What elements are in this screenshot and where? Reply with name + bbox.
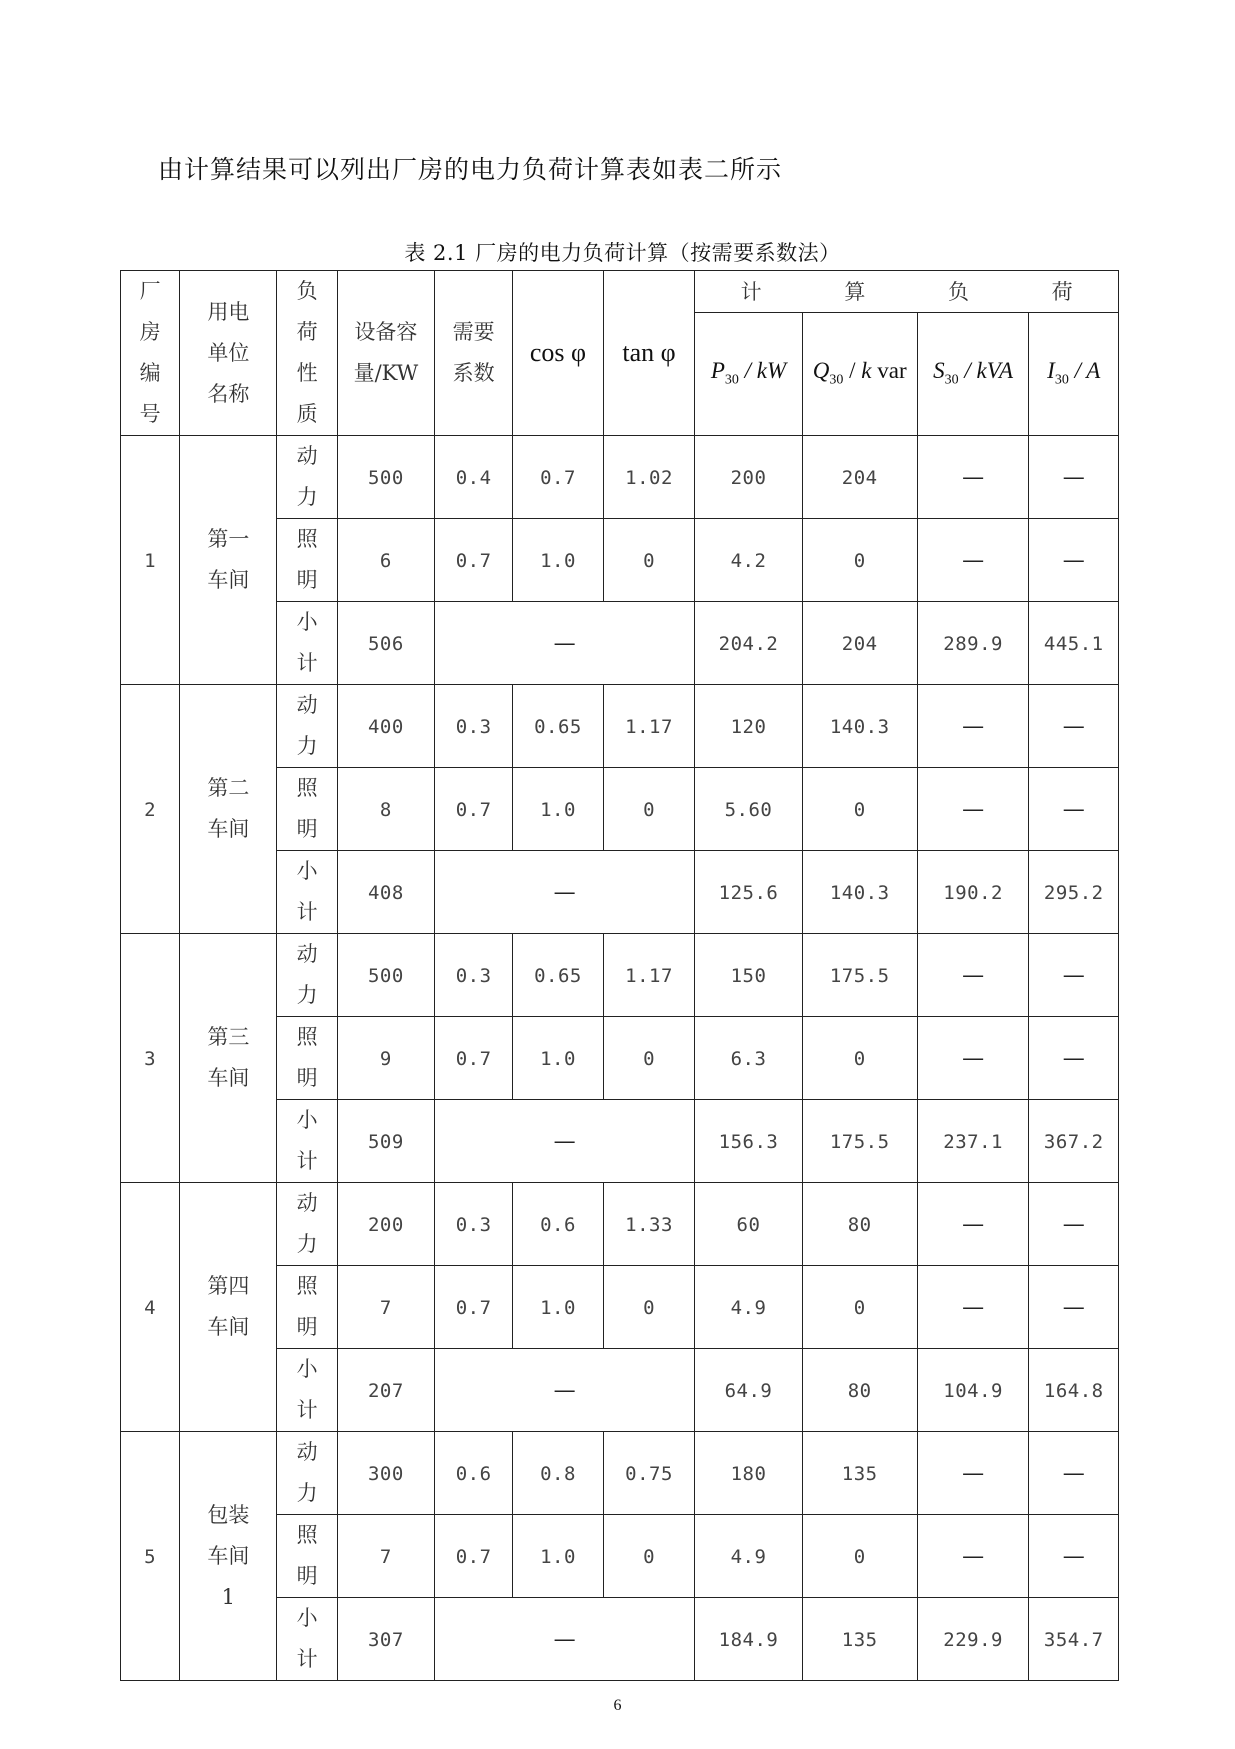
- tan-cell: 1.33: [603, 1183, 695, 1266]
- p30-cell: 120: [695, 685, 802, 768]
- factory-number: 4: [121, 1183, 180, 1432]
- i30-cell: 295.2: [1029, 851, 1119, 934]
- tan-cell: 0: [603, 1515, 695, 1598]
- capacity-cell: 408: [337, 851, 434, 934]
- header-tan-phi: tan φ: [603, 271, 695, 436]
- i30-cell: —: [1029, 436, 1119, 519]
- q30-cell: 80: [802, 1349, 917, 1432]
- s30-cell: —: [917, 1183, 1029, 1266]
- q30-cell: 175.5: [802, 934, 917, 1017]
- table-row: [121, 1432, 1119, 1515]
- tan-cell: 1.17: [603, 685, 695, 768]
- cos-cell: 1.0: [513, 1266, 604, 1349]
- s30-cell: —: [917, 934, 1029, 1017]
- factory-number: 3: [121, 934, 180, 1183]
- i30-cell: —: [1029, 685, 1119, 768]
- p30-cell: 60: [695, 1183, 802, 1266]
- dash-cell: —: [435, 602, 695, 685]
- load-type-subtotal: 小计: [277, 602, 337, 685]
- capacity-cell: 500: [337, 436, 434, 519]
- capacity-cell: 7: [337, 1515, 434, 1598]
- p30-cell: 6.3: [695, 1017, 802, 1100]
- s30-cell: —: [917, 768, 1029, 851]
- q30-cell: 204: [802, 436, 917, 519]
- i30-cell: —: [1029, 1266, 1119, 1349]
- load-type-lighting: 照明: [277, 768, 337, 851]
- capacity-cell: 7: [337, 1266, 434, 1349]
- p30-cell: 184.9: [695, 1598, 802, 1681]
- p30-cell: 5.60: [695, 768, 802, 851]
- capacity-cell: 8: [337, 768, 434, 851]
- capacity-cell: 300: [337, 1432, 434, 1515]
- factory-number: 1: [121, 436, 180, 685]
- capacity-cell: 500: [337, 934, 434, 1017]
- p30-cell: 4.9: [695, 1266, 802, 1349]
- demand-factor-cell: 0.7: [435, 1266, 513, 1349]
- p30-cell: 64.9: [695, 1349, 802, 1432]
- demand-factor-cell: 0.7: [435, 1017, 513, 1100]
- capacity-cell: 200: [337, 1183, 434, 1266]
- load-type-subtotal: 小计: [277, 851, 337, 934]
- p30-cell: 204.2: [695, 602, 802, 685]
- capacity-cell: 207: [337, 1349, 434, 1432]
- tan-cell: 0: [603, 1266, 695, 1349]
- capacity-cell: 506: [337, 602, 434, 685]
- factory-number: 5: [121, 1432, 180, 1681]
- header-load-type: 负荷性质: [277, 271, 337, 436]
- table-row: [121, 685, 1119, 768]
- header-cos-phi: cos φ: [513, 271, 604, 436]
- demand-factor-cell: 0.7: [435, 519, 513, 602]
- workshop-name: 包装车间 1: [180, 1432, 277, 1681]
- load-type-subtotal: 小计: [277, 1598, 337, 1681]
- i30-cell: —: [1029, 1515, 1119, 1598]
- s30-cell: —: [917, 1266, 1029, 1349]
- s30-cell: 104.9: [917, 1349, 1029, 1432]
- i30-cell: 164.8: [1029, 1349, 1119, 1432]
- demand-factor-cell: 0.3: [435, 934, 513, 1017]
- header-factory-no: 厂房编号: [121, 271, 180, 436]
- load-type-lighting: 照明: [277, 519, 337, 602]
- load-type-power: 动力: [277, 1432, 337, 1515]
- capacity-cell: 509: [337, 1100, 434, 1183]
- q30-cell: 140.3: [802, 685, 917, 768]
- workshop-name: 第二车间: [180, 685, 277, 934]
- table-row: [121, 436, 1119, 519]
- load-calculation-table: [120, 270, 1119, 1681]
- p30-cell: 180: [695, 1432, 802, 1515]
- p30-cell: 200: [695, 436, 802, 519]
- dash-cell: —: [435, 1349, 695, 1432]
- table-row: [121, 934, 1119, 1017]
- s30-cell: —: [917, 1017, 1029, 1100]
- demand-factor-cell: 0.3: [435, 685, 513, 768]
- i30-cell: 445.1: [1029, 602, 1119, 685]
- demand-factor-cell: 0.7: [435, 768, 513, 851]
- s30-cell: 289.9: [917, 602, 1029, 685]
- load-type-lighting: 照明: [277, 1266, 337, 1349]
- tan-cell: 0.75: [603, 1432, 695, 1515]
- cos-cell: 0.6: [513, 1183, 604, 1266]
- table-body: [121, 436, 1119, 1681]
- dash-cell: —: [435, 851, 695, 934]
- cos-cell: 1.0: [513, 1515, 604, 1598]
- i30-cell: —: [1029, 519, 1119, 602]
- workshop-name: 第三车间: [180, 934, 277, 1183]
- q30-cell: 135: [802, 1598, 917, 1681]
- load-type-subtotal: 小计: [277, 1100, 337, 1183]
- s30-cell: —: [917, 436, 1029, 519]
- cos-cell: 0.8: [513, 1432, 604, 1515]
- tan-cell: 0: [603, 768, 695, 851]
- header-q30: $Q_{30}$ / k var: [802, 312, 917, 436]
- s30-cell: 229.9: [917, 1598, 1029, 1681]
- header-capacity: 设备容量/KW: [337, 271, 434, 436]
- q30-cell: 0: [802, 1515, 917, 1598]
- s30-cell: —: [917, 1432, 1029, 1515]
- capacity-cell: 6: [337, 519, 434, 602]
- s30-cell: —: [917, 519, 1029, 602]
- q30-cell: 0: [802, 1017, 917, 1100]
- p30-cell: 125.6: [695, 851, 802, 934]
- demand-factor-cell: 0.3: [435, 1183, 513, 1266]
- s30-cell: 190.2: [917, 851, 1029, 934]
- table-row: [121, 1183, 1119, 1266]
- cos-cell: 0.7: [513, 436, 604, 519]
- cos-cell: 1.0: [513, 519, 604, 602]
- capacity-cell: 400: [337, 685, 434, 768]
- load-type-subtotal: 小计: [277, 1349, 337, 1432]
- q30-cell: 0: [802, 519, 917, 602]
- p30-cell: 4.2: [695, 519, 802, 602]
- s30-cell: —: [917, 685, 1029, 768]
- intro-paragraph: 由计算结果可以列出厂房的电力负荷计算表如表二所示: [158, 155, 783, 184]
- q30-cell: 175.5: [802, 1100, 917, 1183]
- table-caption: 表 2.1 厂房的电力负荷计算（按需要系数法）: [404, 241, 841, 265]
- p30-cell: 150: [695, 934, 802, 1017]
- tan-cell: 0: [603, 519, 695, 602]
- s30-cell: —: [917, 1515, 1029, 1598]
- q30-cell: 140.3: [802, 851, 917, 934]
- q30-cell: 135: [802, 1432, 917, 1515]
- cos-cell: 1.0: [513, 768, 604, 851]
- tan-cell: 1.02: [603, 436, 695, 519]
- q30-cell: 204: [802, 602, 917, 685]
- tan-cell: 1.17: [603, 934, 695, 1017]
- load-type-power: 动力: [277, 934, 337, 1017]
- cos-cell: 0.65: [513, 934, 604, 1017]
- header-p30: $P_{30}$ / kW: [695, 312, 802, 436]
- dash-cell: —: [435, 1598, 695, 1681]
- q30-cell: 0: [802, 1266, 917, 1349]
- tan-cell: 0: [603, 1017, 695, 1100]
- load-type-lighting: 照明: [277, 1017, 337, 1100]
- dash-cell: —: [435, 1100, 695, 1183]
- i30-cell: —: [1029, 1017, 1119, 1100]
- p30-cell: 4.9: [695, 1515, 802, 1598]
- workshop-name: 第四车间: [180, 1183, 277, 1432]
- header-unit-name: 用电单位名称: [180, 271, 277, 436]
- i30-cell: 367.2: [1029, 1100, 1119, 1183]
- cos-cell: 0.65: [513, 685, 604, 768]
- s30-cell: 237.1: [917, 1100, 1029, 1183]
- q30-cell: 0: [802, 768, 917, 851]
- page-number: 6: [613, 1697, 622, 1714]
- header-demand-factor: 需要系数: [435, 271, 513, 436]
- i30-cell: —: [1029, 934, 1119, 1017]
- load-type-lighting: 照明: [277, 1515, 337, 1598]
- demand-factor-cell: 0.6: [435, 1432, 513, 1515]
- load-type-power: 动力: [277, 685, 337, 768]
- i30-cell: —: [1029, 768, 1119, 851]
- demand-factor-cell: 0.7: [435, 1515, 513, 1598]
- header-calculated-load: 计 算 负 荷: [695, 271, 1119, 313]
- p30-cell: 156.3: [695, 1100, 802, 1183]
- demand-factor-cell: 0.4: [435, 436, 513, 519]
- capacity-cell: 307: [337, 1598, 434, 1681]
- i30-cell: 354.7: [1029, 1598, 1119, 1681]
- q30-cell: 80: [802, 1183, 917, 1266]
- factory-number: 2: [121, 685, 180, 934]
- workshop-name: 第一车间: [180, 436, 277, 685]
- cos-cell: 1.0: [513, 1017, 604, 1100]
- load-type-power: 动力: [277, 436, 337, 519]
- i30-cell: —: [1029, 1432, 1119, 1515]
- header-s30: $S_{30}$ / kVA: [917, 312, 1029, 436]
- capacity-cell: 9: [337, 1017, 434, 1100]
- i30-cell: —: [1029, 1183, 1119, 1266]
- load-type-power: 动力: [277, 1183, 337, 1266]
- header-i30: $I_{30}$ / A: [1029, 312, 1119, 436]
